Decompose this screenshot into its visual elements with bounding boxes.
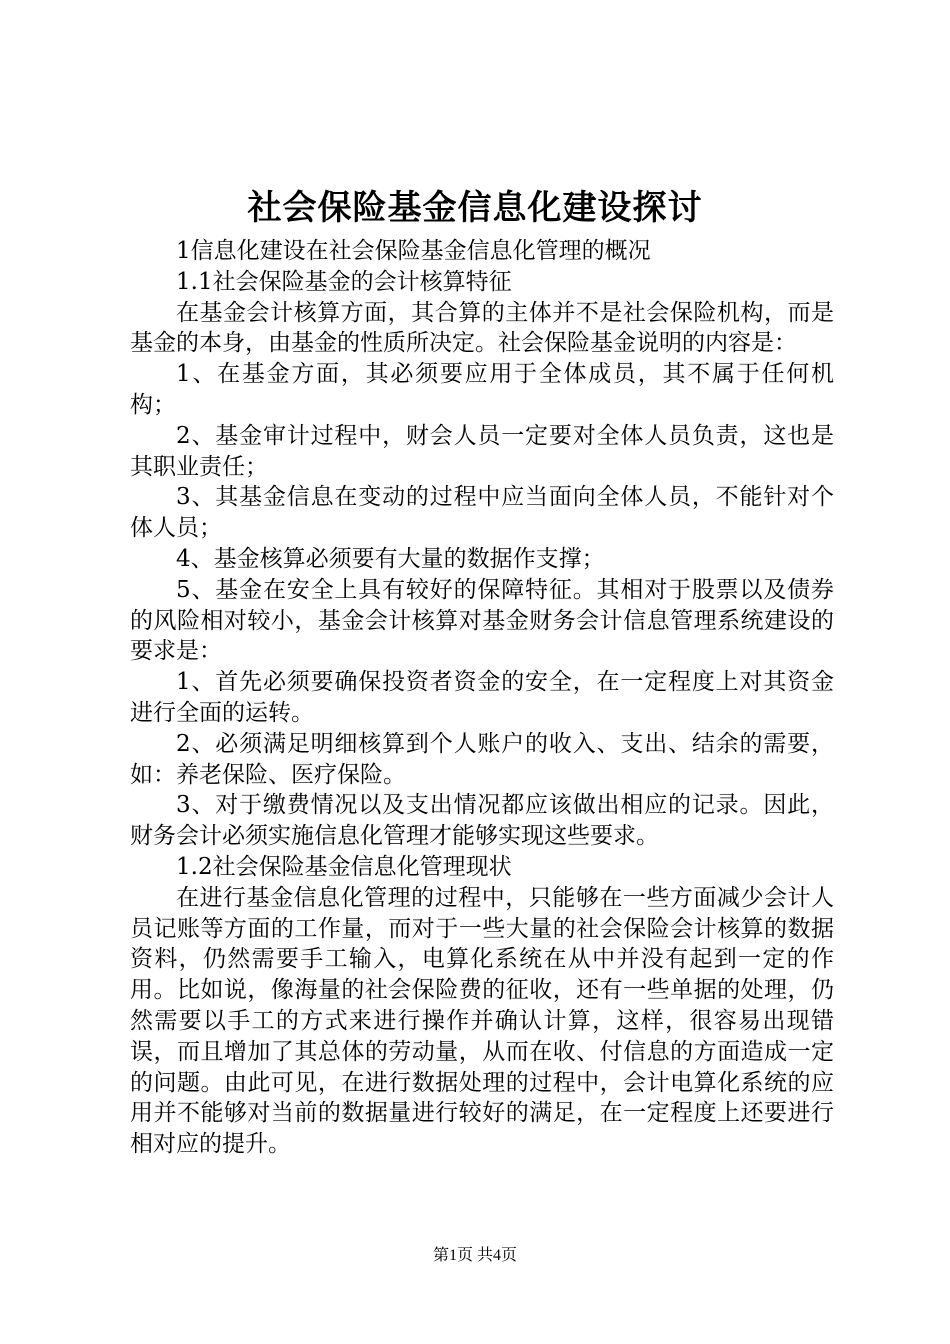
section-heading: 1信息化建设在社会保险基金信息化管理的概况	[176, 238, 651, 264]
list-item: 1、在基金方面，其必须要应用于全体成员，其不属于任何机构；	[130, 361, 834, 418]
body-paragraph: 在基金会计核算方面，其合算的主体并不是社会保险机构，而是基金的本身，由基金的性质所决定。社会保险基金说明的内容是：	[130, 299, 834, 357]
list-item: 2、必须满足明细核算到个人账户的收入、支出、结余的需要，如：养老保险、医疗保险。	[130, 730, 834, 788]
subsection-heading: 1.2社会保险基金信息化管理现状	[176, 853, 512, 880]
list-item: 5、基金在安全上具有较好的保障特征。其相对于股票以及债券的风险相对较小，基金会计核算对基金财务会计信息管理系统建设的要求是：	[130, 576, 834, 665]
list-item: 3、对于缴费情况以及支出情况都应该做出相应的记录。因此，财务会计必须实施信息化管理才能够实现这些要求。	[130, 792, 834, 850]
list-item: 1、首先必须要确保投资者资金的安全，在一定程度上对其资金进行全面的运转。	[130, 669, 834, 726]
subsection-heading: 1.1社会保险基金的会计核算特征	[176, 268, 512, 295]
body-paragraph: 在进行基金信息化管理的过程中，只能够在一些方面减少会计人员记账等方面的工作量，而对于一些大量的社会保险会计核算的数据资料，仍然需要手工输入，电算化系统在从中并没有起到一定的作用。比如说，像海量的社会保险费的征收，还有一些单据的处理，仍然需要以手工的方式来进行操作并确认计算，这样，很容易出现错误，而且增加了其总体的劳动量，从而在收、付信息的方面造成一定的问题。由此可见，在进行数据处理的过程中，会计电算化系统的应用并不能够对当前的数据量进行较好的满足，在一定程度上还要进行相对应的提升。	[130, 884, 834, 1158]
list-item: 3、其基金信息在变动的过程中应当面向全体人员，不能针对个体人员；	[130, 484, 834, 542]
page-footer: 第1页 共4页	[432, 1247, 517, 1264]
list-item: 2、基金审计过程中，财会人员一定要对全体人员负责，这也是其职业责任；	[130, 422, 834, 480]
document-body	[130, 236, 834, 1160]
page-title: 社会保险基金信息化建设探讨	[247, 188, 703, 228]
list-item: 4、基金核算必须要有大量的数据作支撑；	[176, 545, 605, 572]
